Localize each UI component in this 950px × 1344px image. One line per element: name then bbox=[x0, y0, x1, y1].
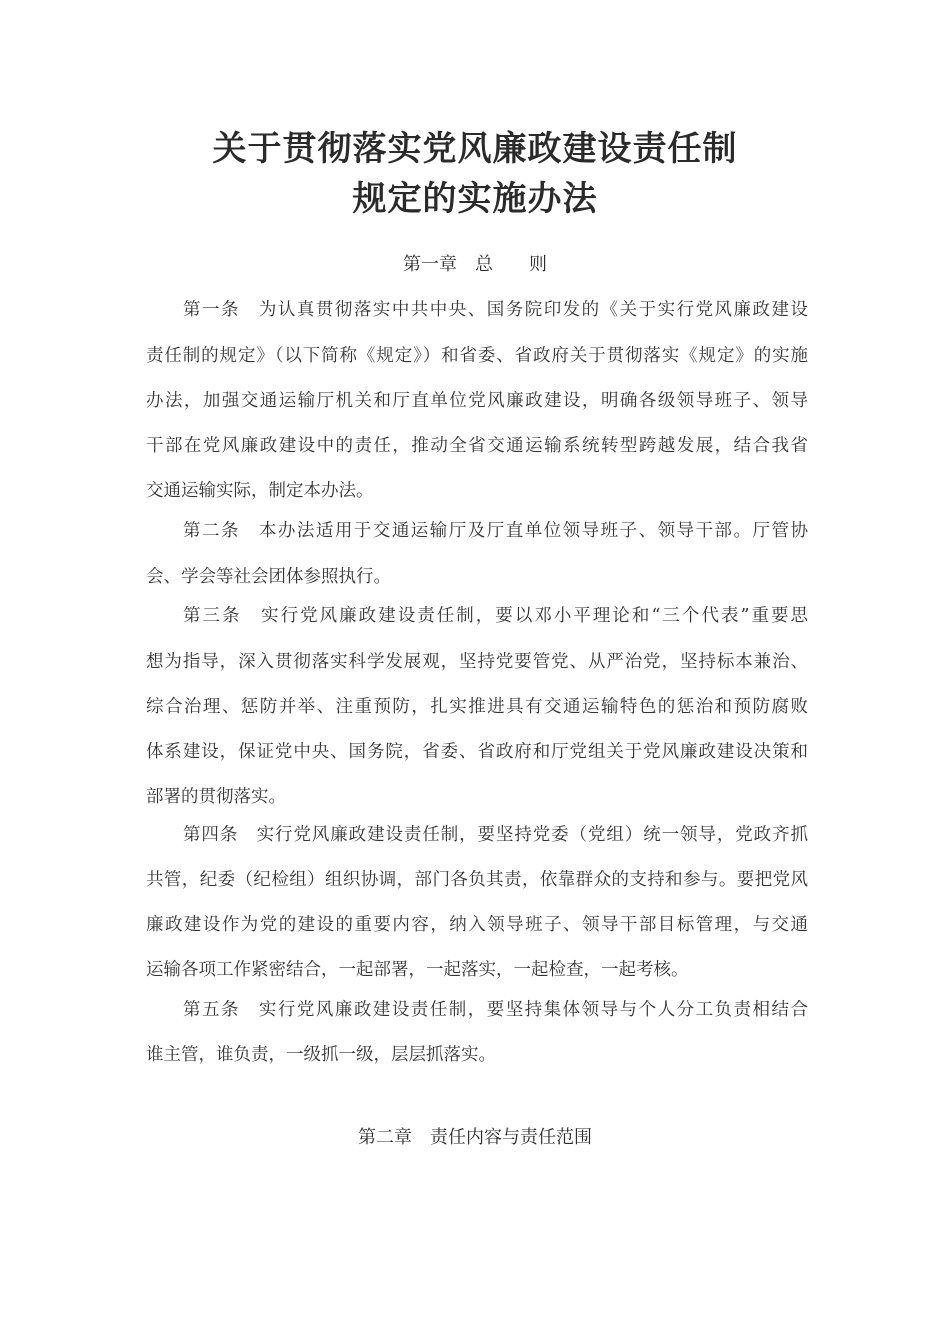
paragraph-line: 交通运输实际，制定本办法。 bbox=[146, 481, 374, 501]
paragraph-line: 综合治理、惩防并举、注重预防，扎实推进具有交通运输特色的惩治和预防腐败 bbox=[146, 697, 808, 717]
paragraph-line: 责任制的规定》（以下简称《规定》）和省委、省政府关于贯彻落实《规定》的实施 bbox=[146, 346, 808, 366]
paragraph-line: 第五条 实行党风廉政建设责任制，要坚持集体领导与个人分工负责相结合 bbox=[183, 1000, 808, 1020]
chapter-heading-1: 第一章 总 则 bbox=[403, 254, 547, 275]
paragraph-line: 谁主管，谁负责，一级抓一级，层层抓落实。 bbox=[146, 1045, 496, 1065]
paragraph-line: 第三条 实行党风廉政建设责任制，要以邓小平理论和“三个代表”重要思 bbox=[183, 606, 808, 626]
paragraph-line: 部署的贯彻落实。 bbox=[146, 787, 286, 807]
paragraph-line: 运输各项工作紧密结合，一起部署，一起落实，一起检查，一起考核。 bbox=[146, 960, 689, 980]
chapter-heading-2: 第二章 责任内容与责任范围 bbox=[358, 1127, 592, 1148]
paragraph-line: 体系建设，保证党中央、国务院，省委、省政府和厅党组关于党风廉政建设决策和 bbox=[146, 742, 808, 762]
paragraph-line: 想为指导，深入贯彻落实科学发展观，坚持党要管党、从严治党，坚持标本兼治、 bbox=[146, 652, 808, 672]
paragraph-line: 廉政建设作为党的建设的重要内容，纳入领导班子、领导干部目标管理，与交通 bbox=[146, 915, 808, 935]
document-title-line-1: 关于贯彻落实党风廉政建设责任制 bbox=[212, 129, 738, 169]
paragraph-line: 第四条 实行党风廉政建设责任制，要坚持党委（党组）统一领导，党政齐抓 bbox=[183, 825, 808, 845]
paragraph-line: 第二条 本办法适用于交通运输厅及厅直单位领导班子、领导干部。厅管协 bbox=[183, 521, 808, 541]
paragraph-line: 办法，加强交通运输厅机关和厅直单位党风廉政建设，明确各级领导班子、领导 bbox=[146, 391, 808, 411]
paragraph-line: 共管，纪委（纪检组）组织协调，部门各负其责，依靠群众的支持和参与。要把党风 bbox=[146, 870, 808, 890]
paragraph-line: 第一条 为认真贯彻落实中共中央、国务院印发的《关于实行党风廉政建设 bbox=[183, 300, 808, 320]
document-title-line-2: 规定的实施办法 bbox=[352, 179, 598, 219]
paragraph-line: 干部在党风廉政建设中的责任，推动全省交通运输系统转型跨越发展，结合我省 bbox=[146, 436, 808, 456]
paragraph-line: 会、学会等社会团体参照执行。 bbox=[146, 567, 391, 587]
